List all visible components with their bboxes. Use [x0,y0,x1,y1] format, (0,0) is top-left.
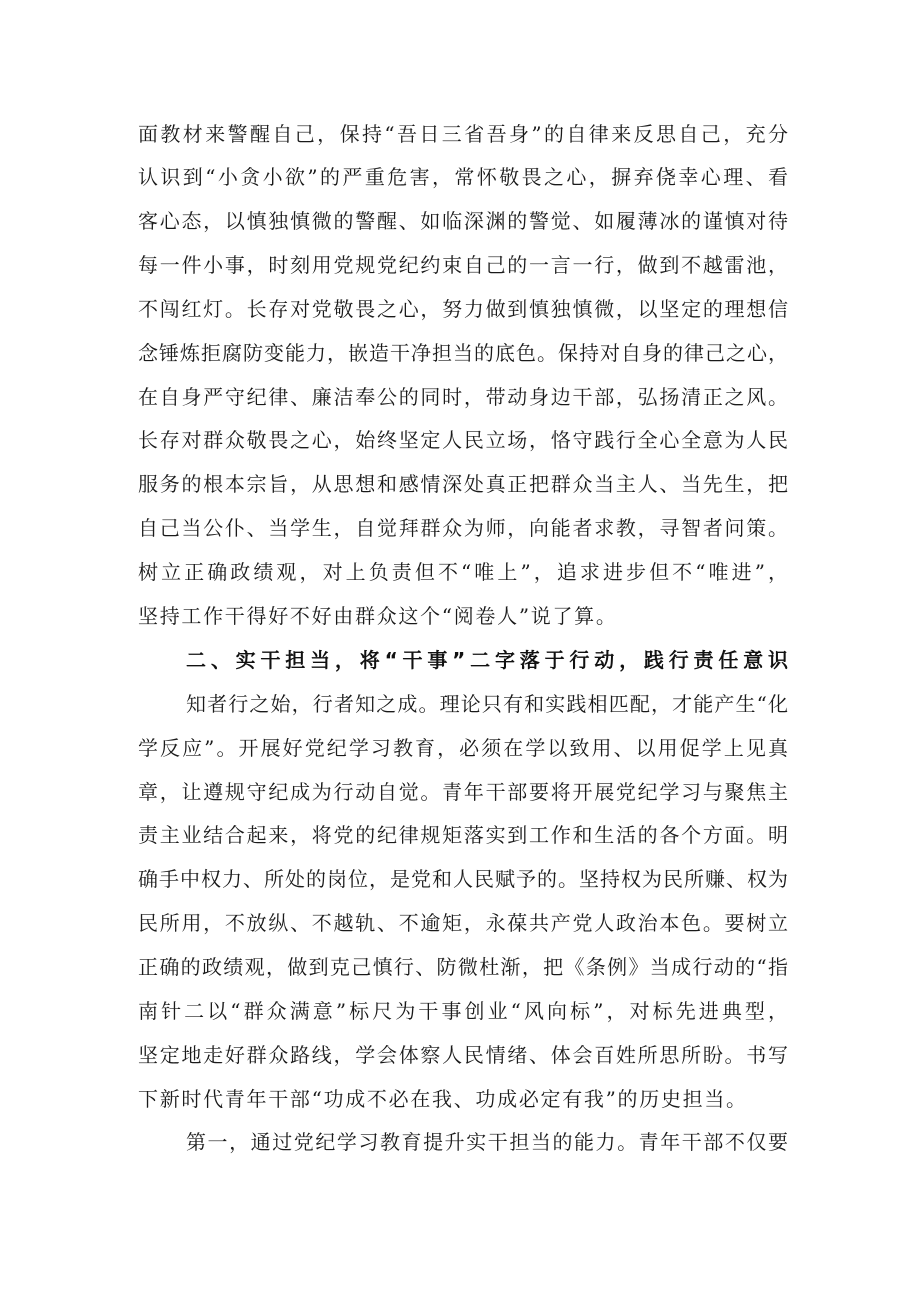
paragraph-line: 确手中权力、所处的岗位，是党和人民赋予的。坚持权为民所赚、权为 [138,867,788,891]
paragraph-line: 面教材来警醒自己，保持“吾日三省吾身”的自律来反思自己，充分 [138,122,788,146]
paragraph-line: 不闯红灯。长存对党敬畏之心，努力做到慎独慎微，以坚定的理想信 [138,297,788,321]
paragraph-line: 民所用，不放纵、不越轨、不逾矩，永葆共产党人政治本色。要树立 [138,911,788,935]
paragraph-line: 坚定地走好群众路线，学会体察人民情绪、体会百姓所思所盼。书写 [138,1043,788,1067]
paragraph-line: 下新时代青年干部“功成不必在我、功成必定有我”的历史担当。 [138,1087,748,1111]
paragraph-line: 客心态，以慎独慎微的警醒、如临深渊的警觉、如履薄冰的谨慎对待 [138,209,788,233]
paragraph-line: 自己当公仆、当学生，自觉拜群众为师，向能者求教，寻智者问策。 [138,516,788,540]
paragraph-line: 南针二以“群众满意”标尺为干事创业“风向标”，对标先进典型， [138,999,788,1023]
paragraph-line: 在自身严守纪律、廉洁奉公的同时，带动身边干部，弘扬清正之风。 [138,385,788,409]
section-heading: 二、实干担当，将“干事”二字落于行动，践行责任意识 [186,648,788,672]
paragraph-line: 学反应”。开展好党纪学习教育，必须在学以致用、以用促学上见真 [138,736,788,760]
paragraph-line: 责主业结合起来，将党的纪律规矩落实到工作和生活的各个方面。明 [138,823,788,847]
paragraph-line: 长存对群众敬畏之心，始终坚定人民立场，恪守践行全心全意为人民 [138,428,788,452]
paragraph-line: 第一，通过党纪学习教育提升实干担当的能力。青年干部不仅要 [186,1130,788,1154]
paragraph-line: 念锤炼拒腐防变能力，嵌造干净担当的底色。保持对自身的律己之心， [138,341,788,365]
paragraph-line: 每一件小事，时刻用党规党纪约束自己的一言一行，做到不越雷池， [138,253,788,277]
paragraph-line: 树立正确政绩观，对上负责但不“唯上”，追求进步但不“唯进”， [138,560,788,584]
paragraph-line: 知者行之始，行者知之成。理论只有和实践相匹配，才能产生“化 [186,692,788,716]
paragraph-line: 服务的根本宗旨，从思想和感情深处真正把群众当主人、当先生，把 [138,472,788,496]
paragraph-line: 认识到“小贪小欲”的严重危害，常怀敬畏之心，摒弃侥幸心理、看 [138,165,788,189]
paragraph-line: 坚持工作干得好不好由群众这个“阅卷人”说了算。 [138,604,618,628]
paragraph-line: 章，让遵规守纪成为行动自觉。青年干部要将开展党纪学习与聚焦主 [138,780,788,804]
paragraph-line: 正确的政绩观，做到克己慎行、防微杜渐，把《条例》当成行动的“指 [138,955,788,979]
